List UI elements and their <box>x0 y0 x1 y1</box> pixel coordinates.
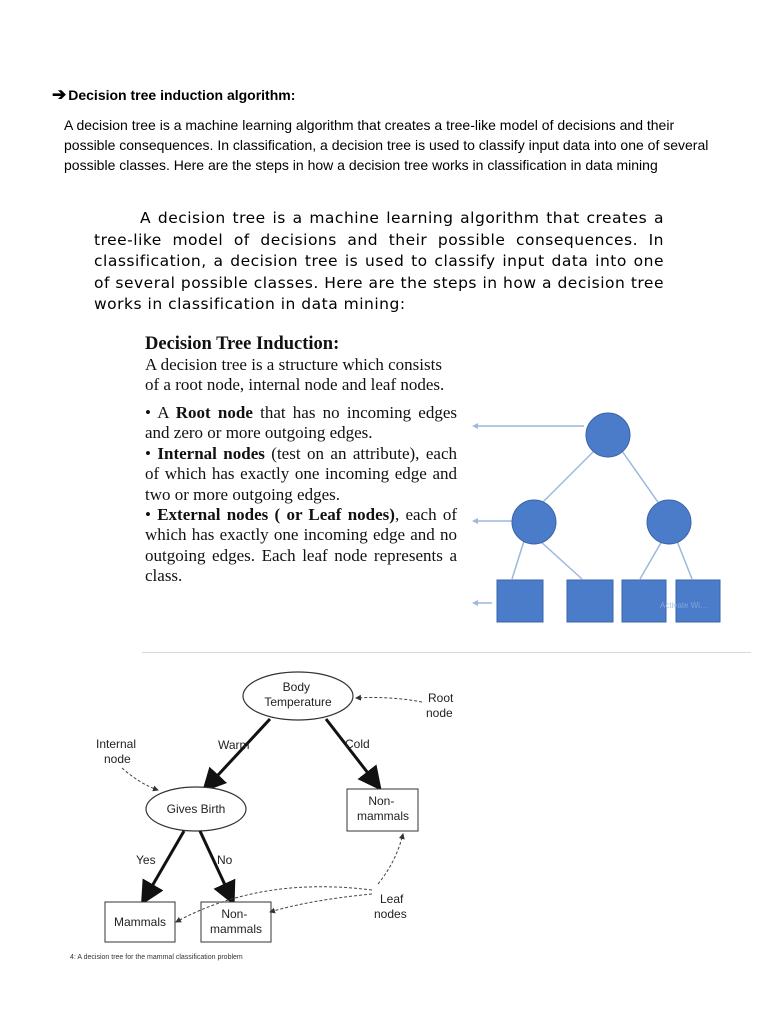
internal-node-label: Gives Birth <box>166 802 226 816</box>
decision-tree-slide-figure <box>142 333 751 653</box>
edge-right-leaf3 <box>640 541 662 579</box>
pointer-root-arrowhead <box>472 423 478 429</box>
leaf-node-2 <box>567 580 613 622</box>
bullet-root-node: • A Root node that has no incoming edges and zero or more outgoing edges. <box>145 403 457 443</box>
root-callout-arrow <box>356 698 422 703</box>
leaf-non-mammals-bottom-label: Non- mammals <box>209 907 263 936</box>
edge-no-label: No <box>217 853 233 867</box>
leaf-node-1 <box>497 580 543 622</box>
leaf-non-mammals-right-label: Non- mammals <box>356 794 410 823</box>
edge-cold-label: Cold <box>345 737 370 751</box>
root-callout-label: Root node <box>426 691 454 720</box>
mammal-decision-tree-figure <box>60 662 460 952</box>
internal-callout-arrow <box>122 768 158 790</box>
bullet-internal-nodes: • Internal nodes (test on an attribute), each of which has exactly one incoming edge and two or more outgoing edges. <box>145 443 457 504</box>
slide-description: A decision tree is a structure which consists of a root node, internal node and leaf nodes. <box>145 355 445 394</box>
internal-node-left <box>512 500 556 544</box>
indented-paragraph: A decision tree is a machine learning algorithm that creates a tree-like model of decisions and their possible consequences. In classification, a decision tree is used to classify input data into one of several possible classes. Here are the steps in how a decision tree works in classification in data mining: <box>94 209 664 313</box>
slide-title: Decision Tree Induction: <box>145 334 340 354</box>
edge-left-leaf2 <box>540 541 582 579</box>
watermark-text: Activate Wi… <box>660 601 709 610</box>
root-node-label: Body Temperature <box>264 680 332 709</box>
arrow-icon: ➔ <box>52 85 67 104</box>
internal-callout-label: Internal node <box>96 737 137 766</box>
leaf-callout-label: Leaf nodes <box>374 892 407 921</box>
edge-root-left <box>540 451 594 505</box>
figure-caption: 4: A decision tree for the mammal classification problem <box>70 954 243 961</box>
root-node <box>586 413 630 457</box>
edge-cold <box>326 719 378 786</box>
pointer-leaf-arrowhead <box>472 600 478 606</box>
heading-text: Decision tree induction algorithm: <box>68 87 296 103</box>
leaf-callout-arrow-1 <box>378 834 403 884</box>
tree-structure-diagram <box>142 333 751 653</box>
edge-left-leaf1 <box>512 541 524 579</box>
edge-right-leaf4 <box>677 541 692 579</box>
leaf-mammals-label: Mammals <box>113 915 167 929</box>
internal-node-right <box>647 500 691 544</box>
edge-root-right <box>622 451 660 505</box>
figure-bottom-border <box>142 652 751 653</box>
section-heading <box>52 85 295 105</box>
edge-warm <box>206 719 270 788</box>
edge-warm-label: Warm <box>218 738 250 752</box>
bullet-external-nodes: • External nodes ( or Leaf nodes), each of which has exactly one incoming edge and no outgoing edges. Each leaf node represents a class. <box>145 505 457 586</box>
pointer-internal-arrowhead <box>472 518 478 524</box>
edge-yes-label: Yes <box>136 853 156 867</box>
leaf-callout-arrow-2 <box>270 894 372 912</box>
intro-paragraph: A decision tree is a machine learning algorithm that creates a tree-like model of decisions and their possible consequences. In classification, a decision tree is used to classify input data into one of several possible classes. Here are the steps in how a decision tree works in classification in data mining <box>64 117 709 173</box>
